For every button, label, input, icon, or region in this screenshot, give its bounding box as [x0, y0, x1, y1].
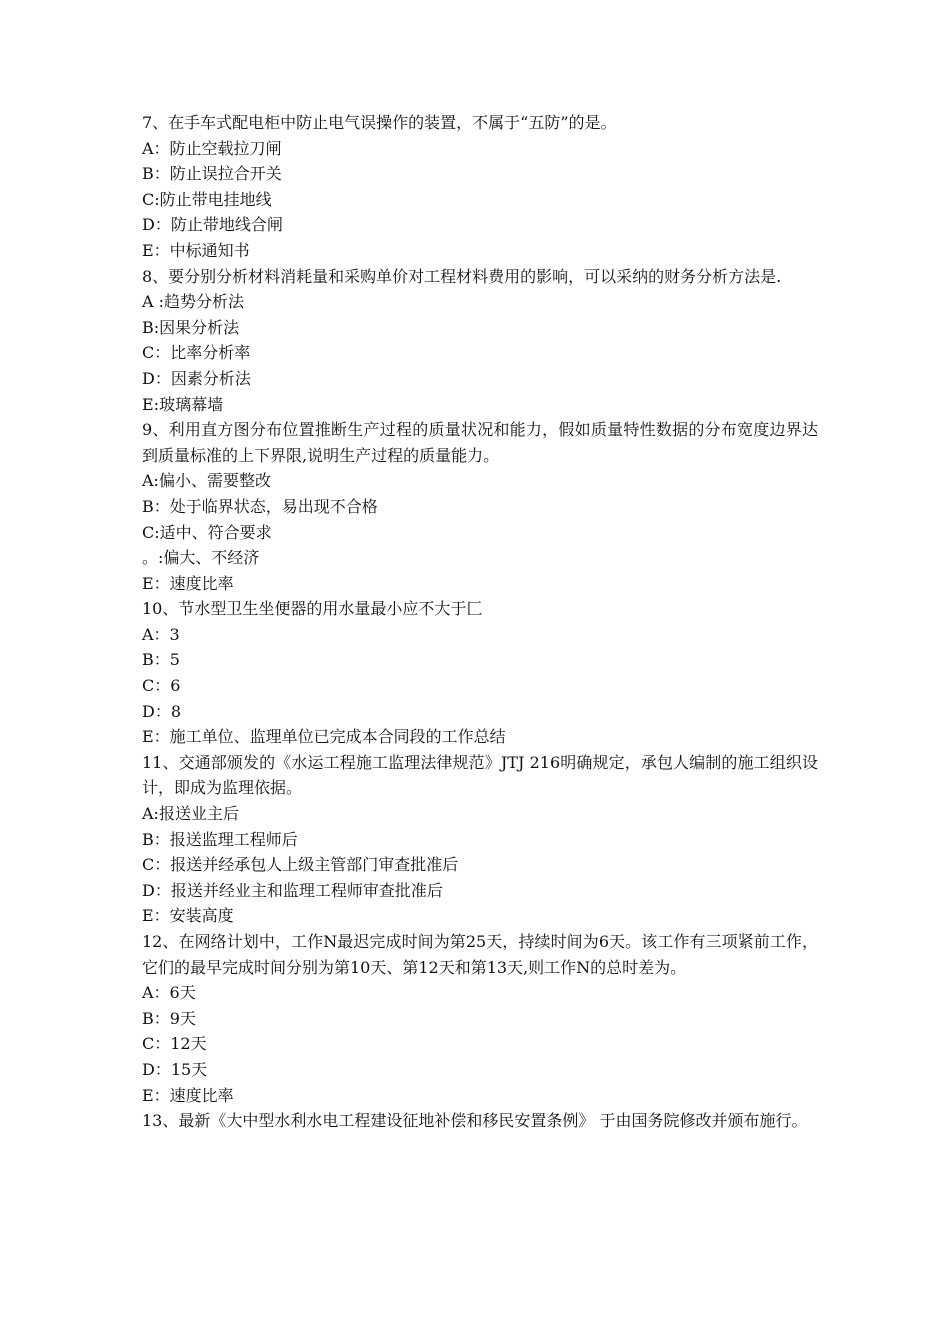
answer-option: C：报送并经承包人上级主管部门审查批准后: [142, 855, 459, 875]
question-text: 13、最新《大中型水利水电工程建设征地补偿和移民安置条例》 于由国务院修改并颁布施行。: [142, 1111, 808, 1131]
question-text: 7、在手车式配电柜中防止电气误操作的装置，不属于“五防”的是。: [142, 113, 617, 132]
answer-option: C:防止带电挂地线: [142, 189, 272, 209]
answer-option: B:因果分析法: [142, 317, 240, 337]
answer-option: B：9天: [142, 1008, 196, 1028]
answer-option: C：比率分析率: [142, 343, 251, 363]
question-text: 11、交通部颁发的《水运工程施工监理法律规范》JTJ 216明确规定，承包人编制的施工组织设计，即成为监理依据。: [142, 752, 818, 798]
answer-option: E：速度比率: [142, 573, 234, 593]
question-text: 8、要分别分析材料消耗量和采购单价对工程材料费用的影响，可以采纳的财务分析方法是.: [142, 266, 782, 286]
answer-option: E：中标通知书: [142, 240, 250, 260]
answer-option: E：安装高度: [142, 906, 234, 926]
answer-option: D：因素分析法: [142, 368, 251, 388]
answer-option: C：12天: [142, 1034, 207, 1054]
answer-option: C:适中、符合要求: [142, 522, 272, 542]
answer-option: B：防止误拉合开关: [142, 164, 282, 184]
answer-option: E：速度比率: [142, 1085, 234, 1105]
answer-option: A :趋势分析法: [142, 292, 245, 312]
answer-option: D：15天: [142, 1059, 208, 1079]
answer-option: A:报送业主后: [142, 804, 239, 824]
answer-option: E:玻璃幕墙: [142, 394, 224, 414]
answer-option: D：防止带地线合闸: [142, 215, 283, 235]
answer-option: D：8: [142, 701, 182, 721]
answer-option: B：报送监理工程师后: [142, 829, 298, 849]
document-page: [142, 110, 818, 1134]
answer-option: 。:偏大、不经济: [142, 548, 260, 568]
answer-option: D：报送并经业主和监理工程师审查批准后: [142, 880, 443, 900]
answer-option: B：5: [142, 650, 180, 670]
answer-option: C：6: [142, 676, 181, 696]
question-text: 12、在网络计划中，工作N最迟完成时间为第25天，持续时间为6天。该工作有三项紧前工作，它们的最早完成时间分别为第10天、第12天和第13天,则工作N的总时差为。: [142, 932, 818, 977]
answer-option: E：施工单位、监理单位已完成本合同段的工作总结: [142, 727, 506, 747]
question-text: 10、节水型卫生坐便器的用水量最小应不大于匚: [142, 599, 483, 619]
answer-option: A：防止空载拉刀闸: [142, 138, 282, 158]
answer-option: A：6天: [142, 983, 196, 1003]
answer-option: A：3: [142, 624, 180, 644]
answer-option: B：处于临界状态，易出现不合格: [142, 496, 378, 516]
answer-option: A:偏小、需要整改: [142, 471, 271, 491]
question-text: 9、利用直方图分布位置推断生产过程的质量状况和能力，假如质量特性数据的分布宽度边界达到质量标准的上下界限,说明生产过程的质量能力。: [142, 420, 818, 465]
